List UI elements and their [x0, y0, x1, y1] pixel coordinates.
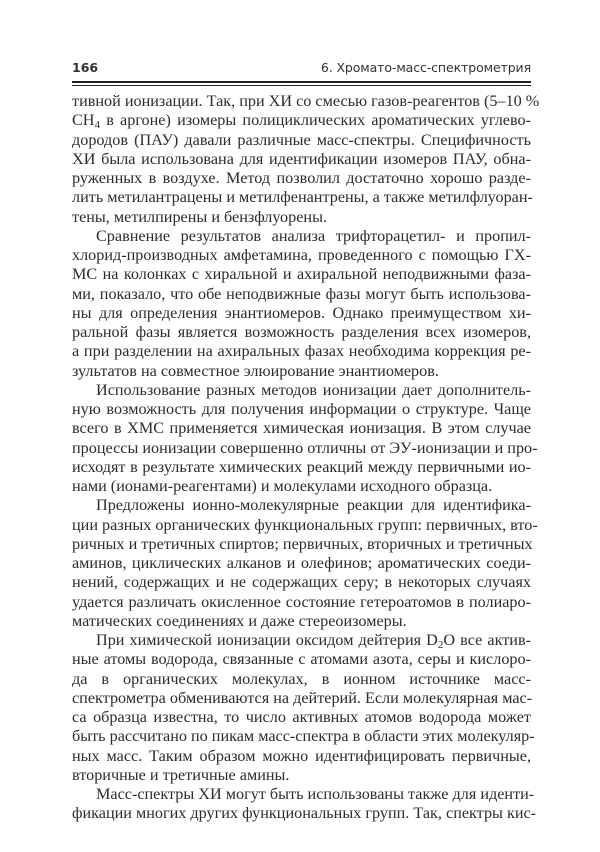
text-line: лить метилантрацены и метилфенантрены, а также метилфлуоран- [72, 188, 533, 207]
text-line: При химической ионизации оксидом дейтерия $D_2O$ все актив- [96, 631, 532, 651]
text-line: са образца известна, то число активных атомов водорода может [72, 708, 531, 726]
text-line: Масс-спектры ХИ могут быть использованы также для иденти- [96, 785, 535, 803]
text-line: исходят в результате химических реакций между первичными ио- [72, 457, 531, 476]
text-line: нений, содержащих и не содержащих серу; в некоторых случаях [72, 573, 531, 592]
text-line: ных масс. Таким образом можно идентифицировать первичные, [72, 746, 531, 765]
subscript: 4 [94, 119, 100, 132]
header-rule-thin [72, 85, 531, 86]
text-line: тены, метилпирены и бензфлуорены. [72, 207, 327, 226]
text-line: спектрометра обмениваются на дейтерий. Если молекулярная мас- [72, 688, 533, 707]
text-line: хлорид-производных амфетамина, проведенного с помощью ГХ- [72, 246, 531, 264]
text-line: вторичные и третичные амины. [72, 765, 290, 784]
text-line: Предложены ионно-молекулярные реакции для идентифика- [96, 496, 531, 515]
text-line: аминов, циклических алканов и олефинов; ароматических соеди- [72, 554, 531, 572]
text-line: фикации многих других функциональных групп. Так, спектры кис- [72, 804, 537, 823]
text-line: удается различать окисленное состояние гетероатомов в полиаро- [72, 592, 531, 611]
text-line: нами (ионами-реагентами) и молекулами исходного образца. [72, 477, 493, 495]
text-line: $CH_4$ в аргоне) изомеры полициклических ароматических углево- [72, 111, 531, 132]
text-line: ричных и третичных спиртов; первичных, вторичных и третичных [72, 534, 533, 553]
paragraph-p3 [72, 380, 538, 497]
text-line: зультатов на совместное элюирование энантиомеров. [72, 361, 439, 380]
text-line: быть рассчитано по пикам масс-спектра в области этих молекуляр- [72, 727, 535, 746]
text-line: Использование разных методов ионизации дает дополнитель- [96, 380, 531, 399]
text-line: а при разделении на ахиральных фазах необходима коррекция ре- [72, 342, 531, 361]
text-line: Сравнение результатов анализа трифторацетил- и пропил- [96, 226, 531, 245]
page-header [72, 58, 531, 80]
text-line: ХИ была использована для идентификации изомеров ПАУ, обна- [72, 149, 531, 168]
text-line: тивной ионизации. Так, при ХИ со смесью газов-реагентов (5–10 % [72, 92, 540, 110]
paragraph-p6 [72, 785, 537, 824]
subscript: 2 [437, 639, 444, 651]
text-line: дородов (ПАУ) давали различные масс-спектры. Специфичность [72, 130, 531, 149]
text-line: матических соединениях и даже стереоизомеры. [72, 611, 407, 630]
text-line: ные атомы водорода, связанные с атомами азота, серы и кислоро- [72, 650, 531, 669]
text-line: ми, показало, что обе неподвижные фазы могут быть использова- [72, 284, 531, 303]
text-line: всего в ХМС применяется химическая ионизация. В этом случае [72, 419, 531, 438]
header-rule-thick [72, 81, 531, 83]
running-title: 6. Хромато-масс-спектрометрия [320, 60, 531, 75]
text-line: да в органических молекулах, в ионном источнике масс- [72, 669, 531, 688]
paragraph-p4 [72, 496, 538, 631]
text-line: ральной фазы является возможность разделения всех изомеров, [72, 323, 531, 341]
text-line: процессы ионизации совершенно отличны от ЭУ-ионизации и про- [72, 438, 538, 457]
text-line: ны для определения энантиомеров. Однако преимуществом хи- [72, 303, 531, 322]
text-line: ции разных органических функциональных групп: первичных, вто- [72, 515, 538, 534]
text-line: руженных в воздухе. Метод позволил достаточно хорошо разде- [72, 169, 531, 187]
page-number: 166 [72, 60, 99, 75]
paragraph-p5 [72, 631, 535, 785]
body-text [72, 92, 540, 824]
text-line: ную возможность для получения информации о структуре. Чаще [72, 400, 531, 418]
text-line: МС на колонках с хиральной и ахиральной неподвижными фаза- [72, 265, 531, 284]
paragraph-p1 [72, 92, 540, 227]
paragraph-p2 [72, 227, 531, 381]
